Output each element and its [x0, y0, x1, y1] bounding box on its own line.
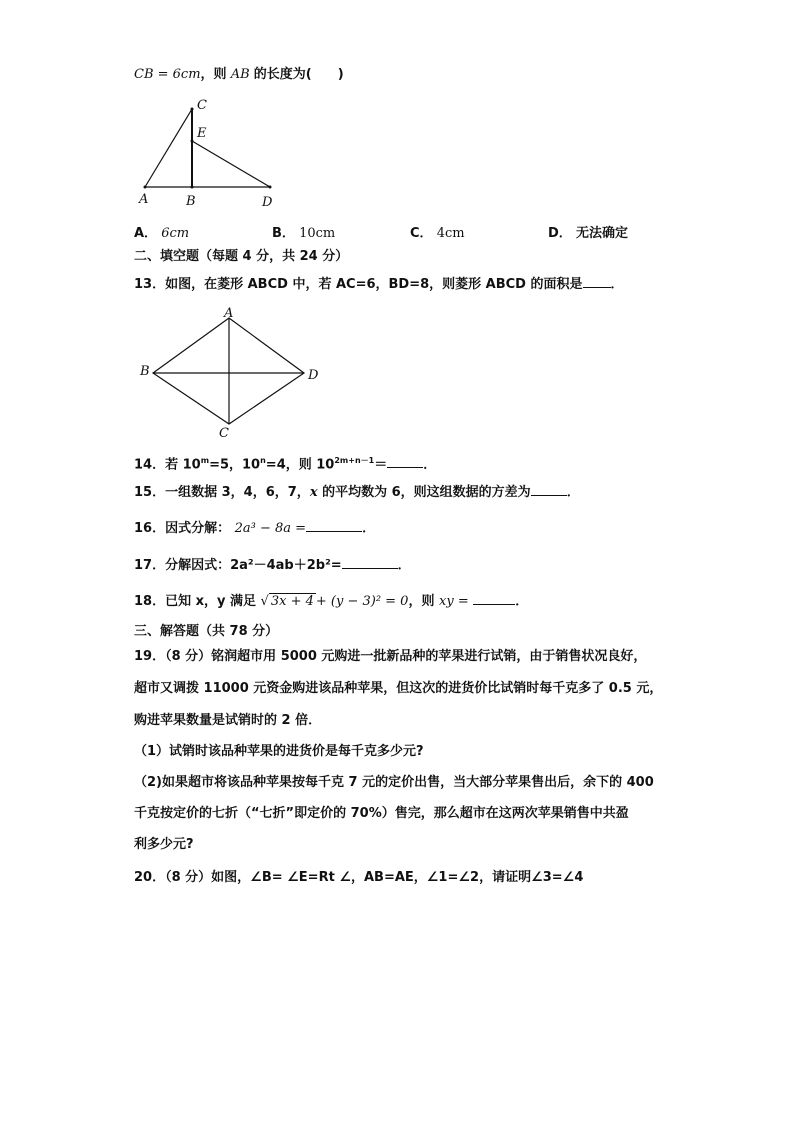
q15-answer-blank[interactable] — [531, 483, 567, 496]
option-text: 6cm — [161, 226, 190, 241]
option-letter: A． — [134, 226, 158, 241]
q14-end: ． — [423, 457, 437, 473]
q12-stem-ab: AB — [230, 67, 250, 82]
q19-line-3: 购进苹果数量是试销时的 2 倍． — [134, 713, 322, 728]
q13 — [134, 275, 624, 294]
q14-tail: ＝ — [374, 457, 388, 473]
option-text: 4cm — [436, 226, 465, 241]
q12-stem-math: CB = 6cm — [134, 67, 201, 82]
q12-seg-ed — [192, 141, 270, 187]
q14 — [134, 452, 436, 474]
q14-mid2: =4，则 10 — [265, 457, 335, 473]
q13-label-d: D — [308, 368, 319, 383]
q12-figure — [130, 95, 290, 215]
q12-label-b: B — [186, 194, 196, 209]
q16-expr: 2a³ − 8a = — [234, 521, 307, 536]
q18-expr2: + (y − 3)² = 0 — [315, 594, 409, 609]
q19-part-1: （1）试销时该品种苹果的进货价是每千克多少元? — [134, 744, 424, 759]
q17-answer-blank[interactable] — [342, 556, 398, 569]
q16-answer-blank[interactable] — [306, 519, 362, 532]
q18-text1: 18．已知 x，y 满足 — [134, 594, 257, 609]
q18-xy: xy = — [439, 594, 469, 609]
q18-answer-blank[interactable] — [473, 592, 515, 605]
q15-text2: 的平均数为 6，则这组数据的方差为 — [317, 485, 531, 500]
q12-option-a[interactable] — [134, 222, 189, 241]
q15-x: x — [309, 485, 318, 500]
q12-option-b[interactable] — [272, 222, 335, 241]
q18-text2: ，则 — [408, 594, 435, 609]
q20: 20．（8 分）如图，∠B= ∠E=Rt ∠，AB=AE，∠1=∠2，请证明∠3=∠4 — [134, 870, 584, 885]
q18-radicand: 3x + 4 — [270, 594, 314, 609]
section-3-title: 三、解答题（共 78 分） — [134, 624, 279, 639]
option-text: 10cm — [299, 226, 336, 241]
q13-label-b: B — [140, 364, 150, 379]
q19-line-2: 超市又调拨 11000 元资金购进该品种苹果，但这次的进货价比试销时每千克多了 0.5 元， — [134, 681, 663, 696]
q17 — [134, 556, 411, 575]
q13-end: ． — [610, 277, 624, 292]
q12-option-d[interactable] — [548, 222, 628, 241]
q12-label-e: E — [197, 126, 207, 141]
q12-option-c[interactable] — [410, 222, 465, 241]
q15 — [134, 483, 580, 502]
q19-part-2-line-1: （2)如果超市将该品种苹果按每千克 7 元的定价出售，当大部分苹果售出后，余下的 400 — [134, 775, 654, 790]
q12-stem-text: ，则 — [200, 67, 227, 82]
q12-label-a: A — [139, 192, 149, 207]
q12-seg-ac — [145, 109, 192, 187]
q18-end: ． — [515, 594, 529, 609]
option-letter: B． — [272, 226, 295, 241]
q12-label-d: D — [262, 195, 273, 210]
q15-text1: 15．一组数据 3，4，6，7， — [134, 485, 310, 500]
option-text: 无法确定 — [575, 226, 628, 241]
q14-exp-main: 2m+n－1 — [334, 456, 375, 465]
option-letter: C． — [410, 226, 433, 241]
q12-stem — [134, 66, 344, 84]
q19-line-1: 19．（8 分）铭润超市用 5000 元购进一批新品种的苹果进行试销，由于销售状况良好， — [134, 649, 647, 664]
q17-text: 17．分解因式：2a²－4ab＋2b²= — [134, 558, 342, 573]
q17-end: ． — [397, 558, 411, 573]
section-2-title: 二、填空题（每题 4 分，共 24 分） — [134, 249, 349, 264]
q15-end: ． — [566, 485, 580, 500]
q13-label-c: C — [219, 426, 229, 440]
q12-stem-tail: 的长度为( ) — [253, 67, 344, 82]
option-letter: D． — [548, 226, 572, 241]
q14-prefix: 14．若 10 — [134, 457, 201, 473]
q13-figure — [136, 306, 326, 440]
q13-answer-blank[interactable] — [583, 275, 611, 288]
q12-label-c: C — [197, 98, 207, 113]
q14-exp-n: n — [260, 456, 266, 465]
q14-mid1: =5，10 — [209, 457, 261, 473]
q16 — [134, 519, 375, 538]
q16-text: 16．因式分解： — [134, 521, 231, 536]
q13-text: 13．如图，在菱形 ABCD 中，若 AC=6，BD=8，则菱形 ABCD 的面积是 — [134, 277, 583, 292]
q19-part-2-line-3: 利多少元? — [134, 837, 194, 852]
q14-answer-blank[interactable] — [387, 455, 423, 468]
q13-label-a: A — [224, 306, 234, 321]
q14-exp-m: m — [200, 456, 210, 465]
q18: 18．已知 x，y 满足 √ 3x + 4 + (y − 3)² = 0，则 xy = ． — [134, 594, 529, 609]
q19-part-2-line-2: 千克按定价的七折（“七折”即定价的 70%）售完，那么超市在这两次苹果销售中共盈 — [134, 806, 629, 821]
q16-end: ． — [362, 521, 376, 536]
